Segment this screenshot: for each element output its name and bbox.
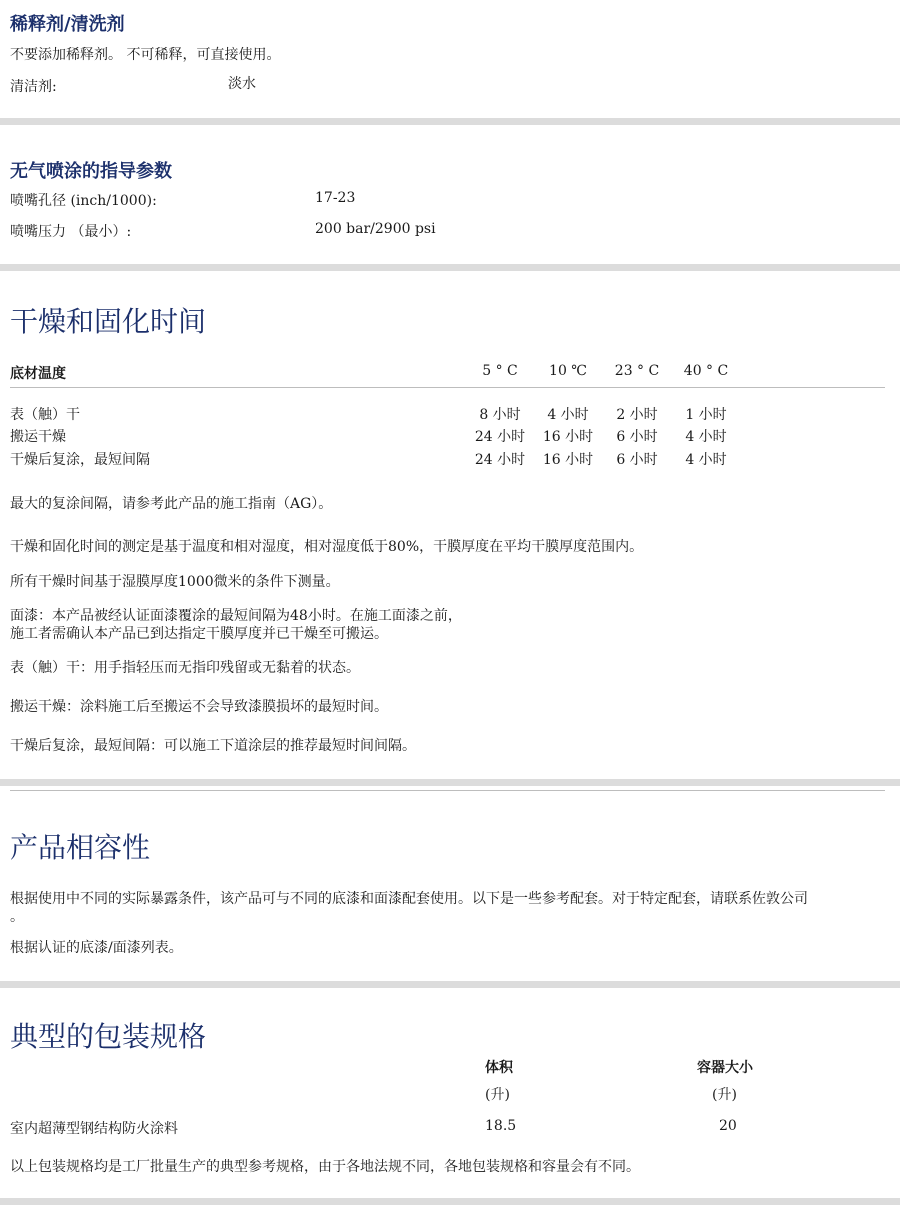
nozzle-tip-label: 喷嘴孔径 (inch/1000): bbox=[10, 193, 157, 209]
compat-paragraph: 根据使用中不同的实际暴露条件，该产品可与不同的底漆和面漆配套使用。以下是一些参考配套。对于特定配套，请联系佐敦公司 bbox=[10, 891, 808, 907]
package-container-size: 20 bbox=[719, 1118, 737, 1134]
substrate-temp-header: 底材温度 bbox=[10, 366, 66, 382]
section-divider bbox=[0, 264, 900, 271]
row-surface-dry-5c: 8 小时 bbox=[479, 407, 521, 423]
temp-header-10c: 10 ℃ bbox=[549, 363, 587, 379]
section-divider bbox=[0, 1198, 900, 1205]
nozzle-pressure-label: 喷嘴压力 （最小）: bbox=[10, 224, 132, 240]
nozzle-pressure-value: 200 bar/2900 psi bbox=[315, 221, 436, 237]
volume-unit: (升) bbox=[485, 1087, 510, 1103]
package-product-name: 室内超薄型钢结构防火涂料 bbox=[10, 1121, 178, 1137]
drying-note: 施工者需确认本产品已到达指定干膜厚度并已干燥至可搬运。 bbox=[10, 626, 388, 642]
row-handling-dry-label: 搬运干燥 bbox=[10, 429, 66, 445]
temp-header-5c: 5 ° C bbox=[482, 363, 518, 379]
package-volume: 18.5 bbox=[485, 1118, 517, 1134]
section-divider bbox=[0, 118, 900, 125]
compat-title: 产品相容性 bbox=[10, 831, 151, 864]
container-unit: (升) bbox=[712, 1087, 737, 1103]
drying-note: 面漆：本产品被经认证面漆覆涂的最短间隔为48小时。在施工面漆之前， bbox=[10, 608, 462, 624]
row-surface-dry-label: 表（触）干 bbox=[10, 407, 80, 423]
drying-note: 所有干燥时间基于湿膜厚度1000微米的条件下测量。 bbox=[10, 574, 340, 590]
temp-header-40c: 40 ° C bbox=[683, 363, 729, 379]
volume-header: 体积 bbox=[485, 1060, 513, 1076]
row-recoat-5c: 24 小时 bbox=[474, 452, 526, 468]
cleaner-value: 淡水 bbox=[228, 76, 256, 92]
compat-paragraph-2: 根据认证的底漆/面漆列表。 bbox=[10, 940, 183, 956]
packaging-note: 以上包装规格均是工厂批量生产的典型参考规格，由于各地法规不同，各地包装规格和容量会有不同。 bbox=[10, 1159, 640, 1175]
section-divider bbox=[0, 779, 900, 786]
drying-note: 干燥和固化时间的测定是基于温度和相对湿度，相对湿度低于80%，干膜厚度在平均干膜厚度范围内。 bbox=[10, 539, 644, 555]
compat-paragraph-end: 。 bbox=[10, 909, 24, 925]
row-handling-dry-10c: 16 小时 bbox=[542, 429, 594, 445]
packaging-title: 典型的包装规格 bbox=[10, 1020, 207, 1053]
row-recoat-10c: 16 小时 bbox=[542, 452, 594, 468]
thinner-note: 不要添加稀释剂。 不可稀释，可直接使用。 bbox=[10, 47, 281, 63]
row-recoat-label: 干燥后复涂，最短间隔 bbox=[10, 452, 150, 468]
row-handling-dry-23c: 6 小时 bbox=[616, 429, 658, 445]
table-rule bbox=[10, 387, 885, 388]
drying-title: 干燥和固化时间 bbox=[10, 305, 207, 338]
thinner-title: 稀释剂/清洗剂 bbox=[10, 14, 125, 35]
drying-note: 干燥后复涂，最短间隔：可以施工下道涂层的推荐最短时间间隔。 bbox=[10, 738, 416, 754]
drying-note: 最大的复涂间隔，请参考此产品的施工指南（AG）。 bbox=[10, 496, 333, 512]
row-recoat-23c: 6 小时 bbox=[616, 452, 658, 468]
row-handling-dry-40c: 4 小时 bbox=[685, 429, 727, 445]
drying-note: 表（触）干：用手指轻压而无指印残留或无黏着的状态。 bbox=[10, 660, 360, 676]
temp-header-23c: 23 ° C bbox=[614, 363, 660, 379]
row-handling-dry-5c: 24 小时 bbox=[474, 429, 526, 445]
cleaner-label: 清洁剂: bbox=[10, 79, 57, 95]
airless-title: 无气喷涂的指导参数 bbox=[10, 161, 172, 182]
section-divider bbox=[0, 981, 900, 988]
thin-rule bbox=[10, 790, 885, 791]
row-recoat-40c: 4 小时 bbox=[685, 452, 727, 468]
container-size-header: 容器大小 bbox=[697, 1060, 753, 1076]
row-surface-dry-23c: 2 小时 bbox=[616, 407, 658, 423]
row-surface-dry-10c: 4 小时 bbox=[547, 407, 589, 423]
row-surface-dry-40c: 1 小时 bbox=[685, 407, 727, 423]
nozzle-tip-value: 17-23 bbox=[315, 190, 356, 206]
drying-note: 搬运干燥：涂料施工后至搬运不会导致漆膜损坏的最短时间。 bbox=[10, 699, 388, 715]
